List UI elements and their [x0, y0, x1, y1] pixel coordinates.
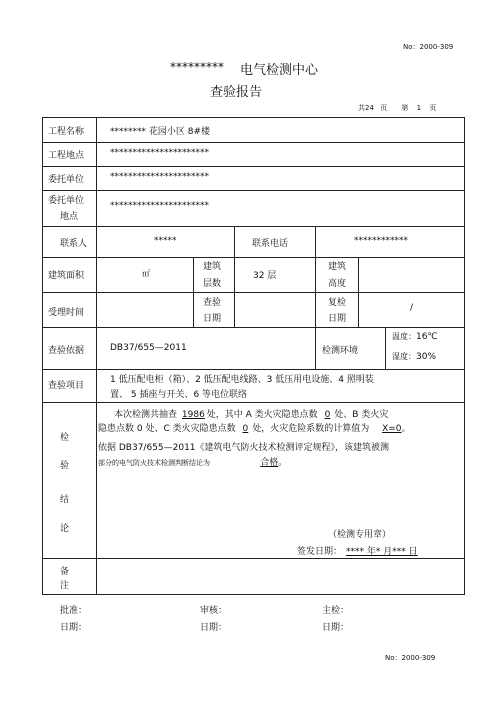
- sign-review-date: 日期：: [200, 623, 228, 633]
- temp-reading: 温度：16℃: [392, 332, 438, 342]
- org-name: 电气检测中心: [240, 63, 319, 78]
- label-recheck-2: 日期: [328, 314, 347, 324]
- value-floors: 32 层: [253, 271, 277, 281]
- label-basis: 查验依据: [48, 346, 85, 356]
- conclusion-char-4: 论: [60, 524, 70, 534]
- remarks-label-2: 注: [60, 581, 70, 591]
- value-project-site: **********************: [110, 148, 209, 158]
- label-contact: 联系人: [60, 239, 88, 249]
- org-mask: *********: [170, 60, 224, 74]
- doc-title: 查验报告: [210, 85, 263, 100]
- value-area-unit: ㎡: [142, 269, 150, 278]
- items-line-1: 1 低压配电柜（箱）、2 低压配电线路、3 低压用电设施、4 照明装: [110, 375, 374, 385]
- sign-chief: 主检：: [322, 606, 350, 616]
- label-acceptance: 受理时间: [48, 308, 85, 318]
- value-project-name: ******** 花园小区 8#楼: [110, 127, 210, 137]
- issue-date: 签发日期： **** 年* 月*** 日: [297, 547, 418, 557]
- conclusion-line-1: 本次检测共抽查 1986 处，其中 A 类火灾隐患点数 0 处、B 类火灾: [114, 410, 389, 420]
- label-height-2: 高度: [328, 279, 347, 289]
- value-client-addr: **********************: [110, 201, 209, 211]
- conclusion-char-3: 结: [60, 495, 70, 505]
- label-items: 查验项目: [48, 381, 85, 391]
- label-project-site: 工程地点: [48, 151, 85, 161]
- value-recheck: /: [410, 303, 414, 313]
- label-floors-2: 层数: [203, 279, 222, 289]
- label-project-name: 工程名称: [48, 127, 85, 137]
- sign-review: 审核：: [200, 606, 228, 616]
- sign-chief-date: 日期：: [322, 623, 350, 633]
- sign-approve: 批准：: [60, 606, 88, 616]
- items-line-2: 置、 5 插座与开关、6 等电位联络: [110, 390, 248, 400]
- conclusion-line-4: 部分的电气防火技术检测判断结论为 合格。: [98, 458, 288, 468]
- label-floors-1: 建筑: [203, 262, 222, 272]
- label-client-addr-1: 委托单位: [48, 196, 85, 206]
- label-height-1: 建筑: [328, 262, 347, 272]
- value-basis: DB37/655—2011: [110, 343, 187, 353]
- remarks-label-1: 备: [60, 567, 70, 577]
- label-insp-date-2: 日期: [203, 314, 222, 324]
- conclusion-line-2: 隐患点数 0 处、C 类火灾隐患点数 0 处，火灾危险系数的计算值为 X=0。: [98, 424, 411, 434]
- sign-approve-date: 日期：: [60, 623, 88, 633]
- doc-number-bottom: No：2000-309: [385, 654, 436, 662]
- label-recheck-1: 复检: [328, 298, 347, 308]
- value-client: **********************: [110, 172, 209, 182]
- conclusion-char-1: 检: [60, 433, 70, 443]
- label-insp-date-1: 查验: [203, 298, 222, 308]
- seal-note: （检测专用章）: [328, 530, 392, 540]
- pagination: 共24 页 第 1 页: [358, 104, 437, 112]
- label-area: 建筑面积: [48, 271, 85, 281]
- conclusion-char-2: 验: [60, 461, 70, 471]
- conclusion-line-3: 依据 DB37/655—2011《建筑电气防火技术检测评定规程》，该建筑被测: [98, 443, 390, 453]
- value-phone: ************: [354, 236, 408, 246]
- label-client-addr-2: 地点: [60, 212, 79, 222]
- doc-number-top: No：2000-309: [403, 43, 454, 51]
- value-contact: *****: [154, 236, 177, 246]
- label-client: 委托单位: [48, 175, 85, 185]
- humidity-reading: 湿度：30%: [392, 352, 437, 362]
- label-phone: 联系电话: [252, 239, 289, 249]
- label-env: 检测环境: [322, 346, 359, 356]
